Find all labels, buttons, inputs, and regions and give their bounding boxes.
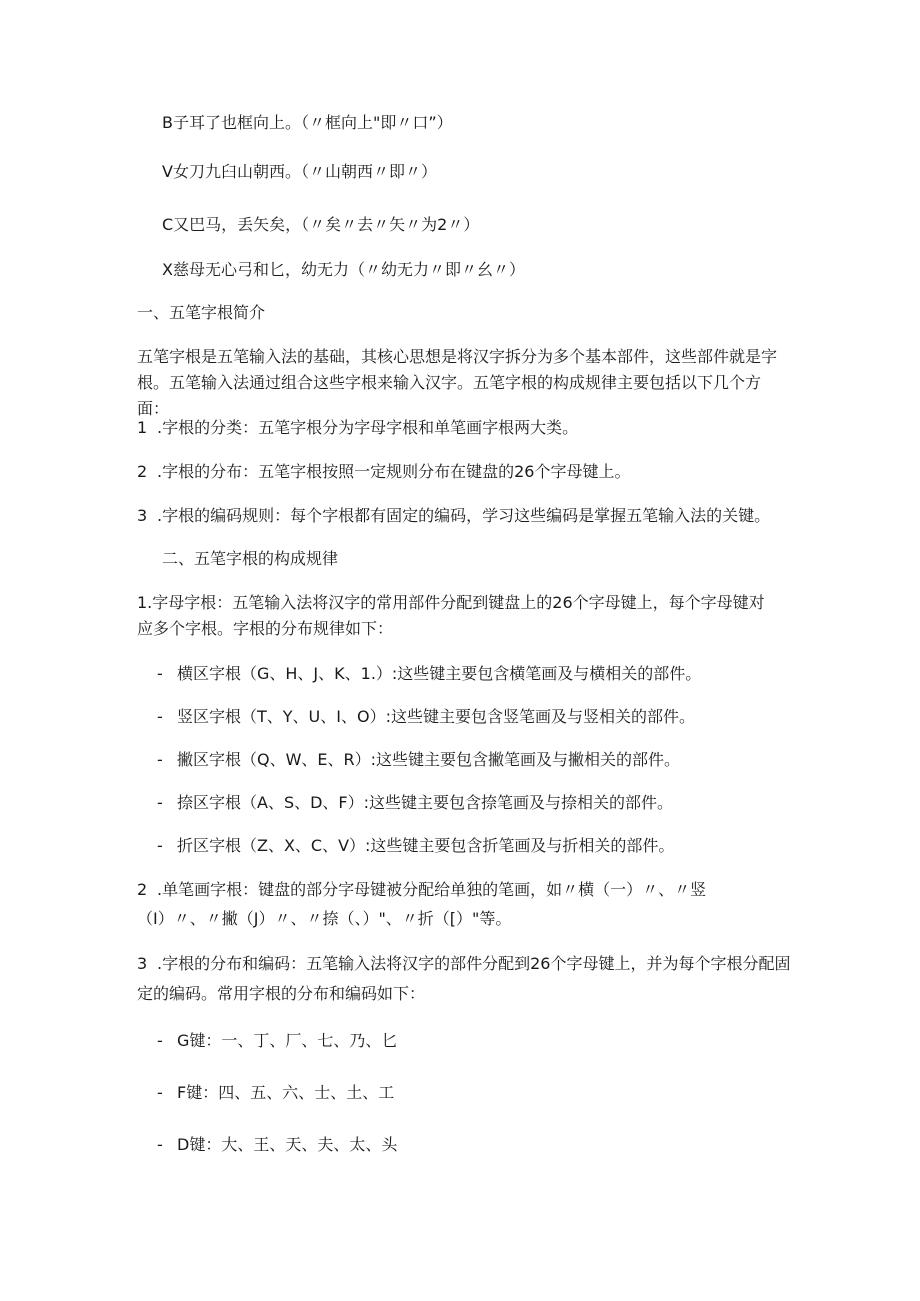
key-text: D键：大、王、天、夫、太、头 [177, 1135, 398, 1154]
item-text: .字根的分布：五笔字根按照一定规则分布在键盘的26个字母键上。 [157, 462, 631, 481]
section2-paragraph-2-line-1 [137, 878, 706, 902]
section2-paragraph-2-line-2: （I）〃、〃撇（J）〃、〃捺（、）"、〃折（[）"等。 [137, 909, 512, 928]
section1-item-3 [137, 504, 770, 528]
item-text: .字根的分类：五笔字根分为字母字根和单笔画字根两大类。 [157, 418, 579, 437]
section2-paragraph-3-line-1 [137, 952, 790, 976]
zone-text: 竖区字根（T、Y、U、I、O）:这些键主要包含竖笔画及与竖相关的部件。 [177, 707, 695, 726]
dash-marker: - [157, 707, 163, 726]
key-list-item [157, 1133, 397, 1157]
item-number: 3 [137, 954, 148, 973]
key-list-item [157, 1081, 394, 1105]
section1-intro: 五笔字根是五笔输入法的基础，其核心思想是将汉字拆分为多个基本部件，这些部件就是字根。五笔输入法通过组合这些字根来输入汉字。五笔字根的构成规律主要包括以下几个方面： [137, 347, 778, 418]
section2-paragraph-3-line-2: 定的编码。常用字根的分布和编码如下： [137, 984, 426, 1003]
zone-text: 捺区字根（A、S、D、F）:这些键主要包含捺笔画及与捺相关的部件。 [177, 793, 674, 812]
key-text: G键：一、丁、厂、七、乃、匕 [177, 1031, 398, 1050]
item-text: .字根的分布和编码：五笔输入法将汉字的部件分配到26个字母键上，并为每个字根分配固 [157, 954, 791, 973]
dash-marker: - [157, 1031, 163, 1050]
mnemonic-line-b: B子耳了也框向上。（〃框向上"即〃口”） [162, 113, 453, 132]
item-text: .单笔画字根：键盘的部分字母键被分配给单独的笔画，如〃横（一）〃、〃竖 [157, 880, 707, 899]
item-number: 2 [137, 462, 148, 481]
dash-marker: - [157, 836, 163, 855]
dash-marker: - [157, 664, 163, 683]
mnemonic-line-c: C又巴马，丢矢矣，（〃矣〃去〃矢〃为2〃） [162, 215, 480, 234]
item-number: 3 [137, 506, 148, 525]
mnemonic-line-x: X慈母无心弓和匕，幼无力（〃幼无力〃即〃幺〃） [162, 260, 525, 279]
zone-text: 撇区字根（Q、W、E、R）:这些键主要包含撇笔画及与撇相关的部件。 [177, 750, 681, 769]
section2-heading: 二、五笔字根的构成规律 [162, 549, 339, 568]
item-text: .字根的编码规则：每个字根都有固定的编码，学习这些编码是掌握五笔输入法的关键。 [157, 506, 771, 525]
section1-item-1 [137, 416, 578, 440]
zone-list-item [157, 791, 673, 815]
zone-list-item [157, 834, 674, 858]
zone-list-item [157, 705, 695, 729]
zone-text: 横区字根（G、H、J、K、1.）:这些键主要包含横笔画及与横相关的部件。 [177, 664, 702, 683]
dash-marker: - [157, 750, 163, 769]
key-list-item [157, 1029, 397, 1053]
dash-marker: - [157, 1135, 163, 1154]
section1-item-2 [137, 460, 630, 484]
item-number: 2 [137, 880, 148, 899]
mnemonic-line-v: V女刀九臼山朝西。（〃山朝西〃即〃） [162, 162, 437, 181]
dash-marker: - [157, 793, 163, 812]
item-number: 1 [137, 418, 148, 437]
section1-heading: 一、五笔字根简介 [137, 303, 266, 322]
dash-marker: - [157, 1083, 163, 1102]
zone-text: 折区字根（Z、X、C、V）:这些键主要包含折笔画及与折相关的部件。 [177, 836, 675, 855]
key-text: F键：四、五、六、士、土、工 [177, 1083, 395, 1102]
section2-paragraph-1: 1.字母字根：五笔输入法将汉字的常用部件分配到键盘上的26个字母键上，每个字母键对应多个字根。字根的分布规律如下： [137, 593, 765, 638]
zone-list-item [157, 662, 701, 686]
zone-list-item [157, 748, 680, 772]
